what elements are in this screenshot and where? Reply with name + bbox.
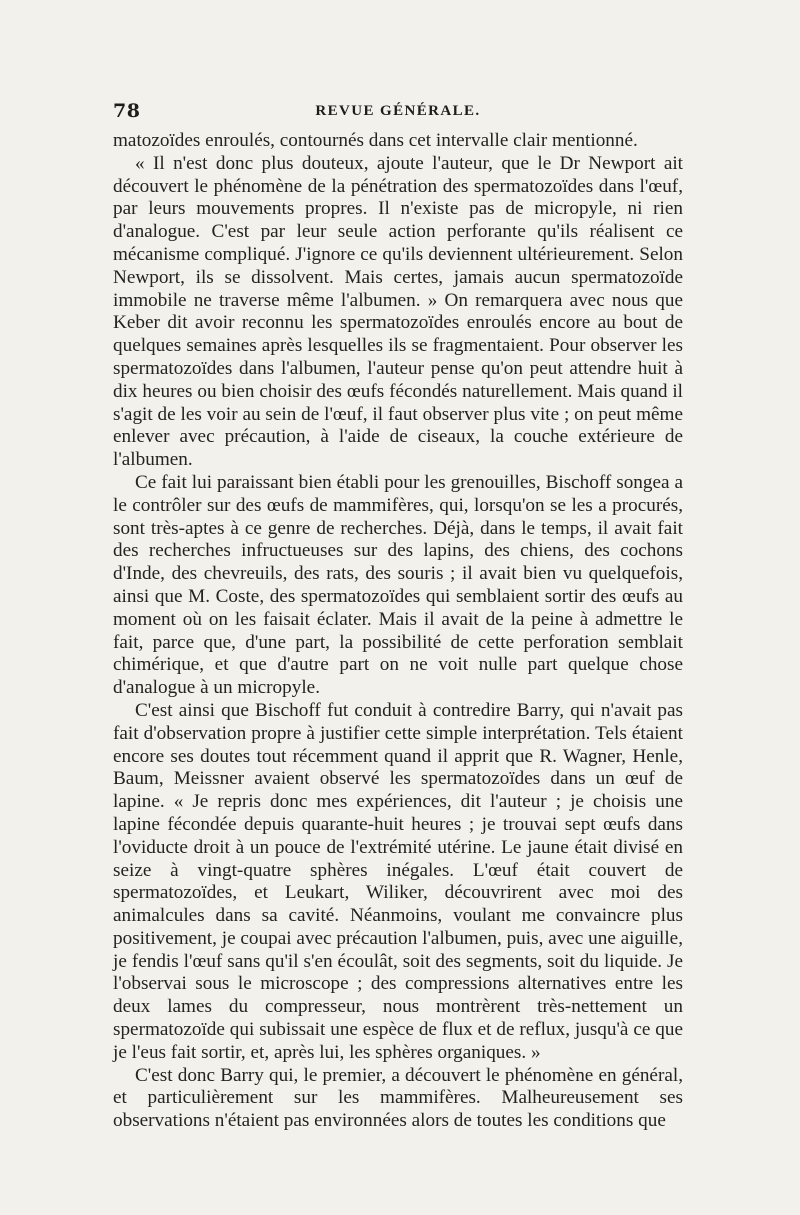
page-header — [113, 100, 683, 124]
paragraph-continuation: matozoïdes enroulés, contournés dans cet intervalle clair mentionné. — [113, 130, 638, 151]
paragraph-barry-conclusion: C'est donc Barry qui, le premier, a découvert le phénomène en général, et particulièrement sur les mammifères. Malheureusement ses observations n'étaient pas environnées alors de toutes les conditions que — [113, 1064, 683, 1132]
page-number: 78 — [113, 100, 141, 122]
running-head: REVUE GÉNÉRALE. — [315, 103, 481, 119]
paragraph-newport-quote: « Il n'est donc plus douteux, ajoute l'auteur, que le Dr Newport ait découvert le phénomène de la pénétration des spermatozoïdes dans l'œuf, par leurs mouvements propres. Il n'existe pas de micropyle, ni rien d'analogue. C'est par leur seule action perforante qu'ils réalisent ce mécanisme compliqué. J'ignore ce qu'ils deviennent ultérieurement. Selon Newport, ils se dissolvent. Mais certes, jamais aucun spermatozoïde immobile ne traverse même l'albumen. » On remarquera avec nous que Keber dit avoir reconnu les spermatozoïdes enroulés encore au bout de quelques semaines après lesquelles ils se fragmentaient. Pour observer les spermatozoïdes dans l'albumen, l'auteur pense qu'on peut attendre huit à dix heures ou bien choisir des œufs fécondés naturellement. Mais quand il s'agit de les voir au sein de l'œuf, il faut observer plus vite ; on peut même enlever avec précaution, à l'aide de ciseaux, la couche extérieure de l'albumen. — [113, 152, 683, 471]
body-text — [113, 130, 683, 1133]
paragraph-bischoff-mammals: Ce fait lui paraissant bien établi pour les grenouilles, Bischoff songea a le contrôler sur des œufs de mammifères, qui, lorsqu'on se les a procurés, sont très-aptes à ce genre de recherches. Déjà, dans le temps, il avait fait des recherches infructueuses sur des lapins, des chiens, des cochons d'Inde, des chevreuils, des rats, des souris ; il avait bien vu quelquefois, ainsi que M. Coste, des spermatozoïdes qui semblaient sortir des œufs au moment où on les faisait éclater. Mais il avait de la peine à admettre le fait, parce que, d'une part, la possibilité de cette perforation semblait chimérique, et que d'autre part on ne voit nulle part quelque chose d'analogue à un micropyle. — [113, 471, 683, 699]
paragraph-barry-contradiction: C'est ainsi que Bischoff fut conduit à contredire Barry, qui n'avait pas fait d'observation propre à justifier cette simple interprétation. Tels étaient encore ses doutes tout récemment quand il apprit que R. Wagner, Henle, Baum, Meissner avaient observé les spermatozoïdes dans un œuf de lapine. « Je repris donc mes expériences, dit l'auteur ; je choisis une lapine fécondée depuis quarante-huit heures ; je trouvai sept œufs dans l'oviducte droit à un pouce de l'extrémité utérine. Le jaune était divisé en seize à vingt-quatre sphères inégales. L'œuf était couvert de spermatozoïdes, et Leukart, Wiliker, découvrirent avec moi des animalcules dans sa cavité. Néanmoins, voulant me convaincre plus positivement, je coupai avec précaution l'albumen, puis, avec une aiguille, je fendis l'œuf sans qu'il s'en écoulât, soit des segments, soit du liquide. Je l'observai sous le microscope ; des compressions alternatives entre les deux lames du compresseur, nous montrèrent très-nettement un spermatozoïde qui subissait une espèce de flux et de reflux, jusqu'à ce que je l'eus fait sortir, et, après lui, les sphères organiques. » — [113, 699, 683, 1063]
